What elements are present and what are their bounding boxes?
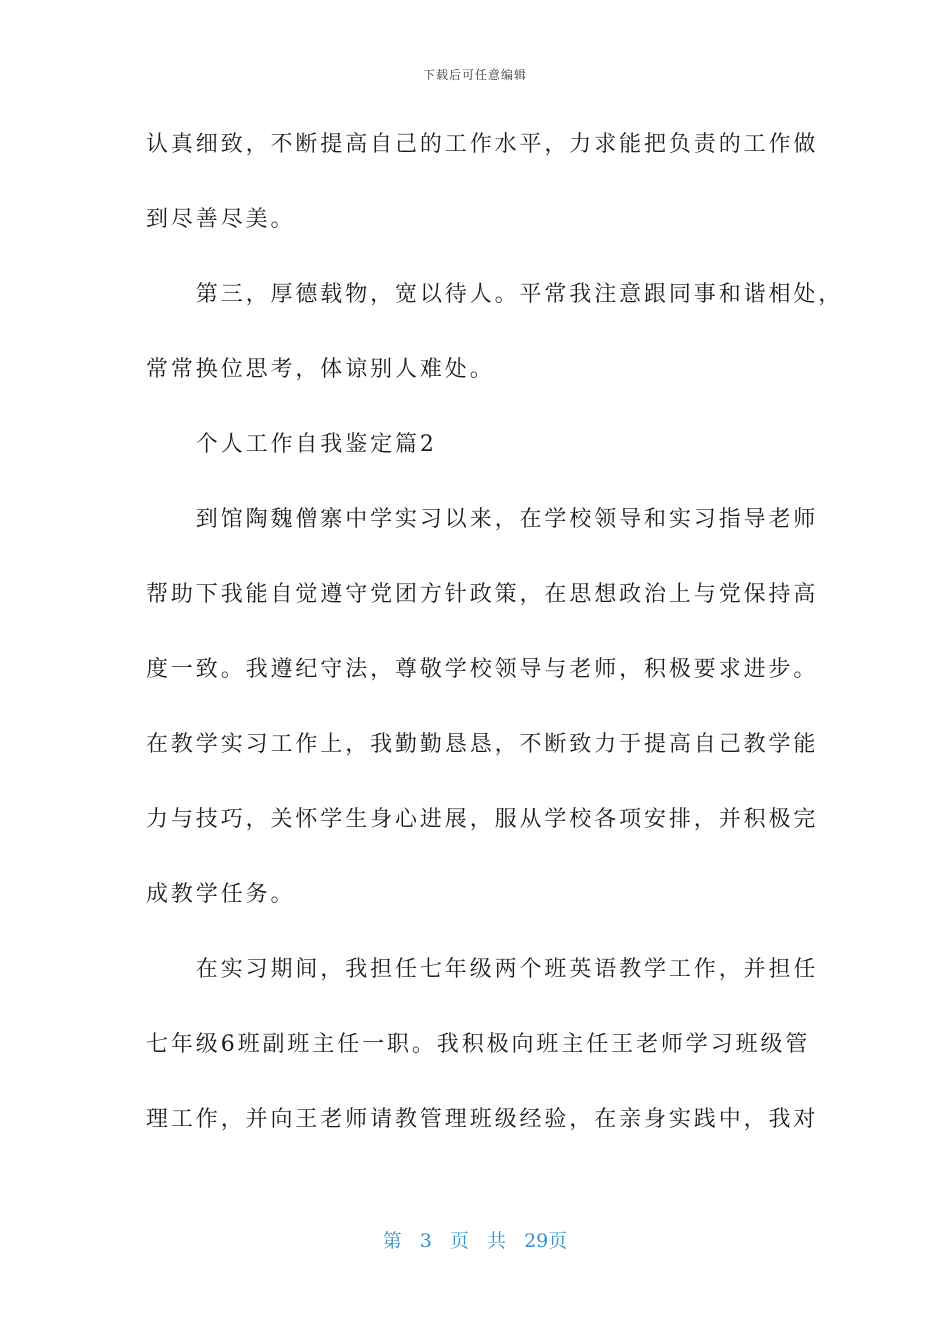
text-line: 第三，厚德载物，宽以待人。平常我注意跟同事和谐相处，: [146, 282, 844, 307]
section-heading: 个人工作自我鉴定篇2: [146, 432, 437, 457]
text-line: 到尽善尽美。: [146, 207, 296, 232]
footer-page-word: 页: [449, 1230, 469, 1252]
text-line: 成教学任务。: [146, 882, 296, 907]
text-line: 在实习期间，我担任七年级两个班英语教学工作，并担任: [146, 957, 819, 982]
text-line: 在教学实习工作上，我勤勤恳恳，不断致力于提高自己教学能: [146, 732, 819, 757]
text-line: 帮助下我能自觉遵守党团方针政策，在思想政治上与党保持高: [146, 582, 819, 607]
text-line: 理工作，并向王老师请教管理班级经验，在亲身实践中，我对: [146, 1107, 819, 1132]
text-line: 力与技巧，关怀学生身心进展，服从学校各项安排，并积极完: [146, 807, 819, 832]
text-line: 七年级6班副班主任一职。我积极向班主任王老师学习班级管: [146, 1032, 811, 1057]
page-footer: [0, 1226, 950, 1253]
text-line: 到馆陶魏僧寨中学实习以来，在学校领导和实习指导老师: [146, 507, 819, 532]
footer-prefix: 第: [382, 1230, 402, 1252]
footer-current-page: 3: [419, 1230, 432, 1252]
text-line: 认真细致，不断提高自己的工作水平，力求能把负责的工作做: [146, 132, 819, 157]
footer-total-word: 共: [487, 1230, 507, 1252]
text-line: 度一致。我遵纪守法，尊敬学校领导与老师，积极要求进步。: [146, 657, 819, 682]
text-line: 常常换位思考，体谅别人难处。: [146, 357, 495, 382]
footer-total-pages: 29页: [524, 1230, 568, 1252]
page-header-note: 下载后可任意编辑: [422, 68, 527, 82]
